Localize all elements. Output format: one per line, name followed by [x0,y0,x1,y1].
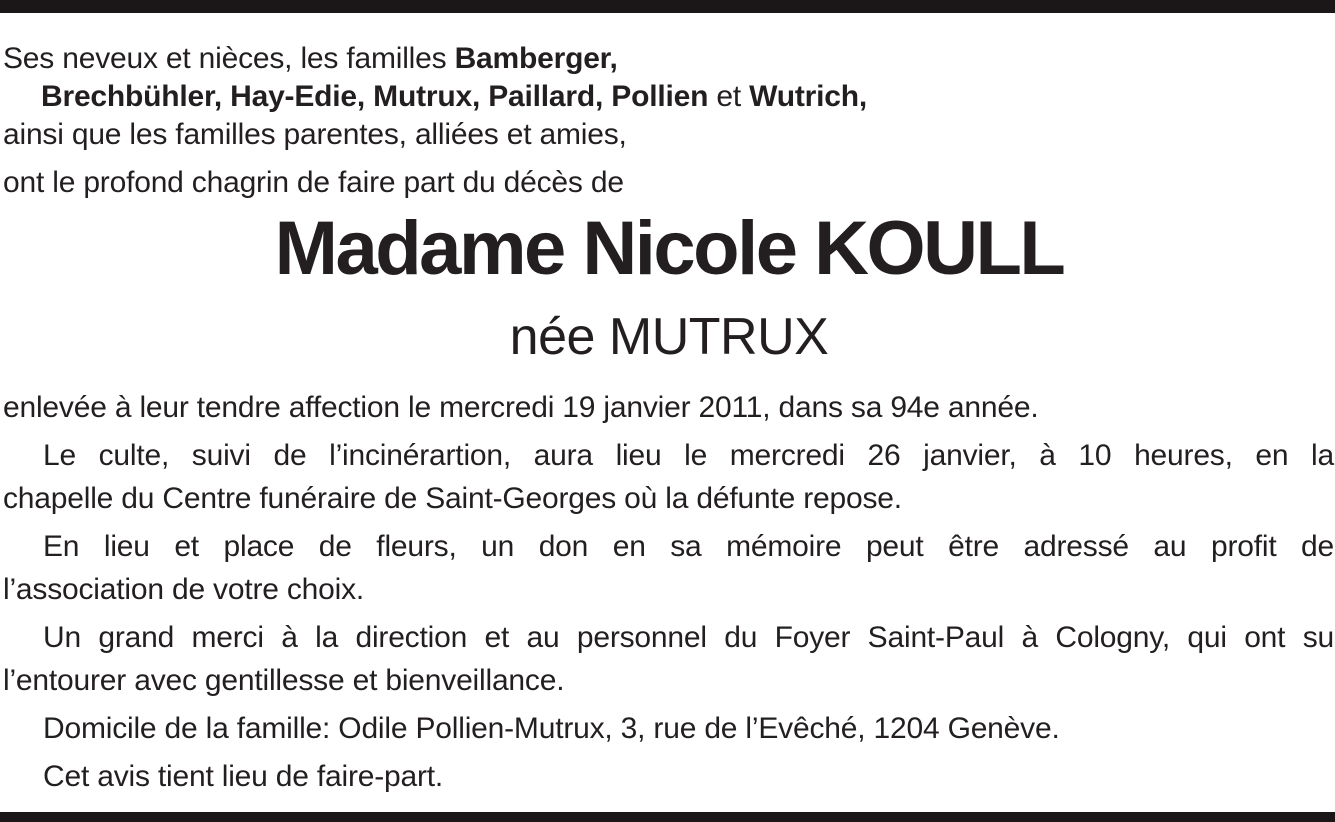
paragraph-donations-line-2: l’association de votre choix. [3,573,365,606]
intro-line-1 [3,40,1335,78]
paragraph-family-address: Domicile de la famille: Odile Pollien-Mutrux, 3, rue de l’Evêché, 1204 Genève. [43,712,1060,745]
intro-line-2 [3,78,1335,116]
intro-line-2-et: et [708,80,750,113]
paragraph-thanks-line-2: l’entourer avec gentillesse et bienveillance. [3,664,565,697]
paragraph-thanks-line-1: Un grand merci à la direction et au personnel du Foyer Saint-Paul à Cologny, qui ont su [43,621,1334,654]
paragraph-ceremony-line-1: Le culte, suivi de l’incinérartion, aura lieu le mercredi 26 janvier, à 10 heures, en la [43,439,1334,472]
paragraph-closing-note: Cet avis tient lieu de faire-part. [43,760,444,793]
top-rule [0,0,1335,13]
family-name-bamberger: Bamberger, [454,42,618,75]
paragraph-death-date: enlevée à leur tendre affection le mercredi 19 janvier 2011, dans sa 94e année. [3,391,1039,424]
family-name-wutrich: Wutrich, [749,80,867,113]
notice-body [3,386,1335,798]
intro-line-4: ont le profond chagrin de faire part du décès de [3,166,624,199]
paragraph-ceremony-line-2: chapelle du Centre funéraire de Saint-Georges où la défunte repose. [3,482,902,515]
bottom-rule [0,812,1335,822]
notice-content [0,13,1335,798]
paragraph-donations-line-1: En lieu et place de fleurs, un don en sa mémoire peut être adressé au profit de [43,530,1334,563]
family-names-group: Brechbühler, Hay-Edie, Mutrux, Paillard, Pollien [41,80,709,113]
intro-line-1-text: Ses neveux et nièces, les familles [3,42,455,75]
deceased-name-title: Madame Nicole KOULL [274,206,1064,291]
deceased-maiden-name: née MUTRUX [509,308,829,366]
intro-line-3: ainsi que les familles parentes, alliées et amies, [3,118,627,151]
